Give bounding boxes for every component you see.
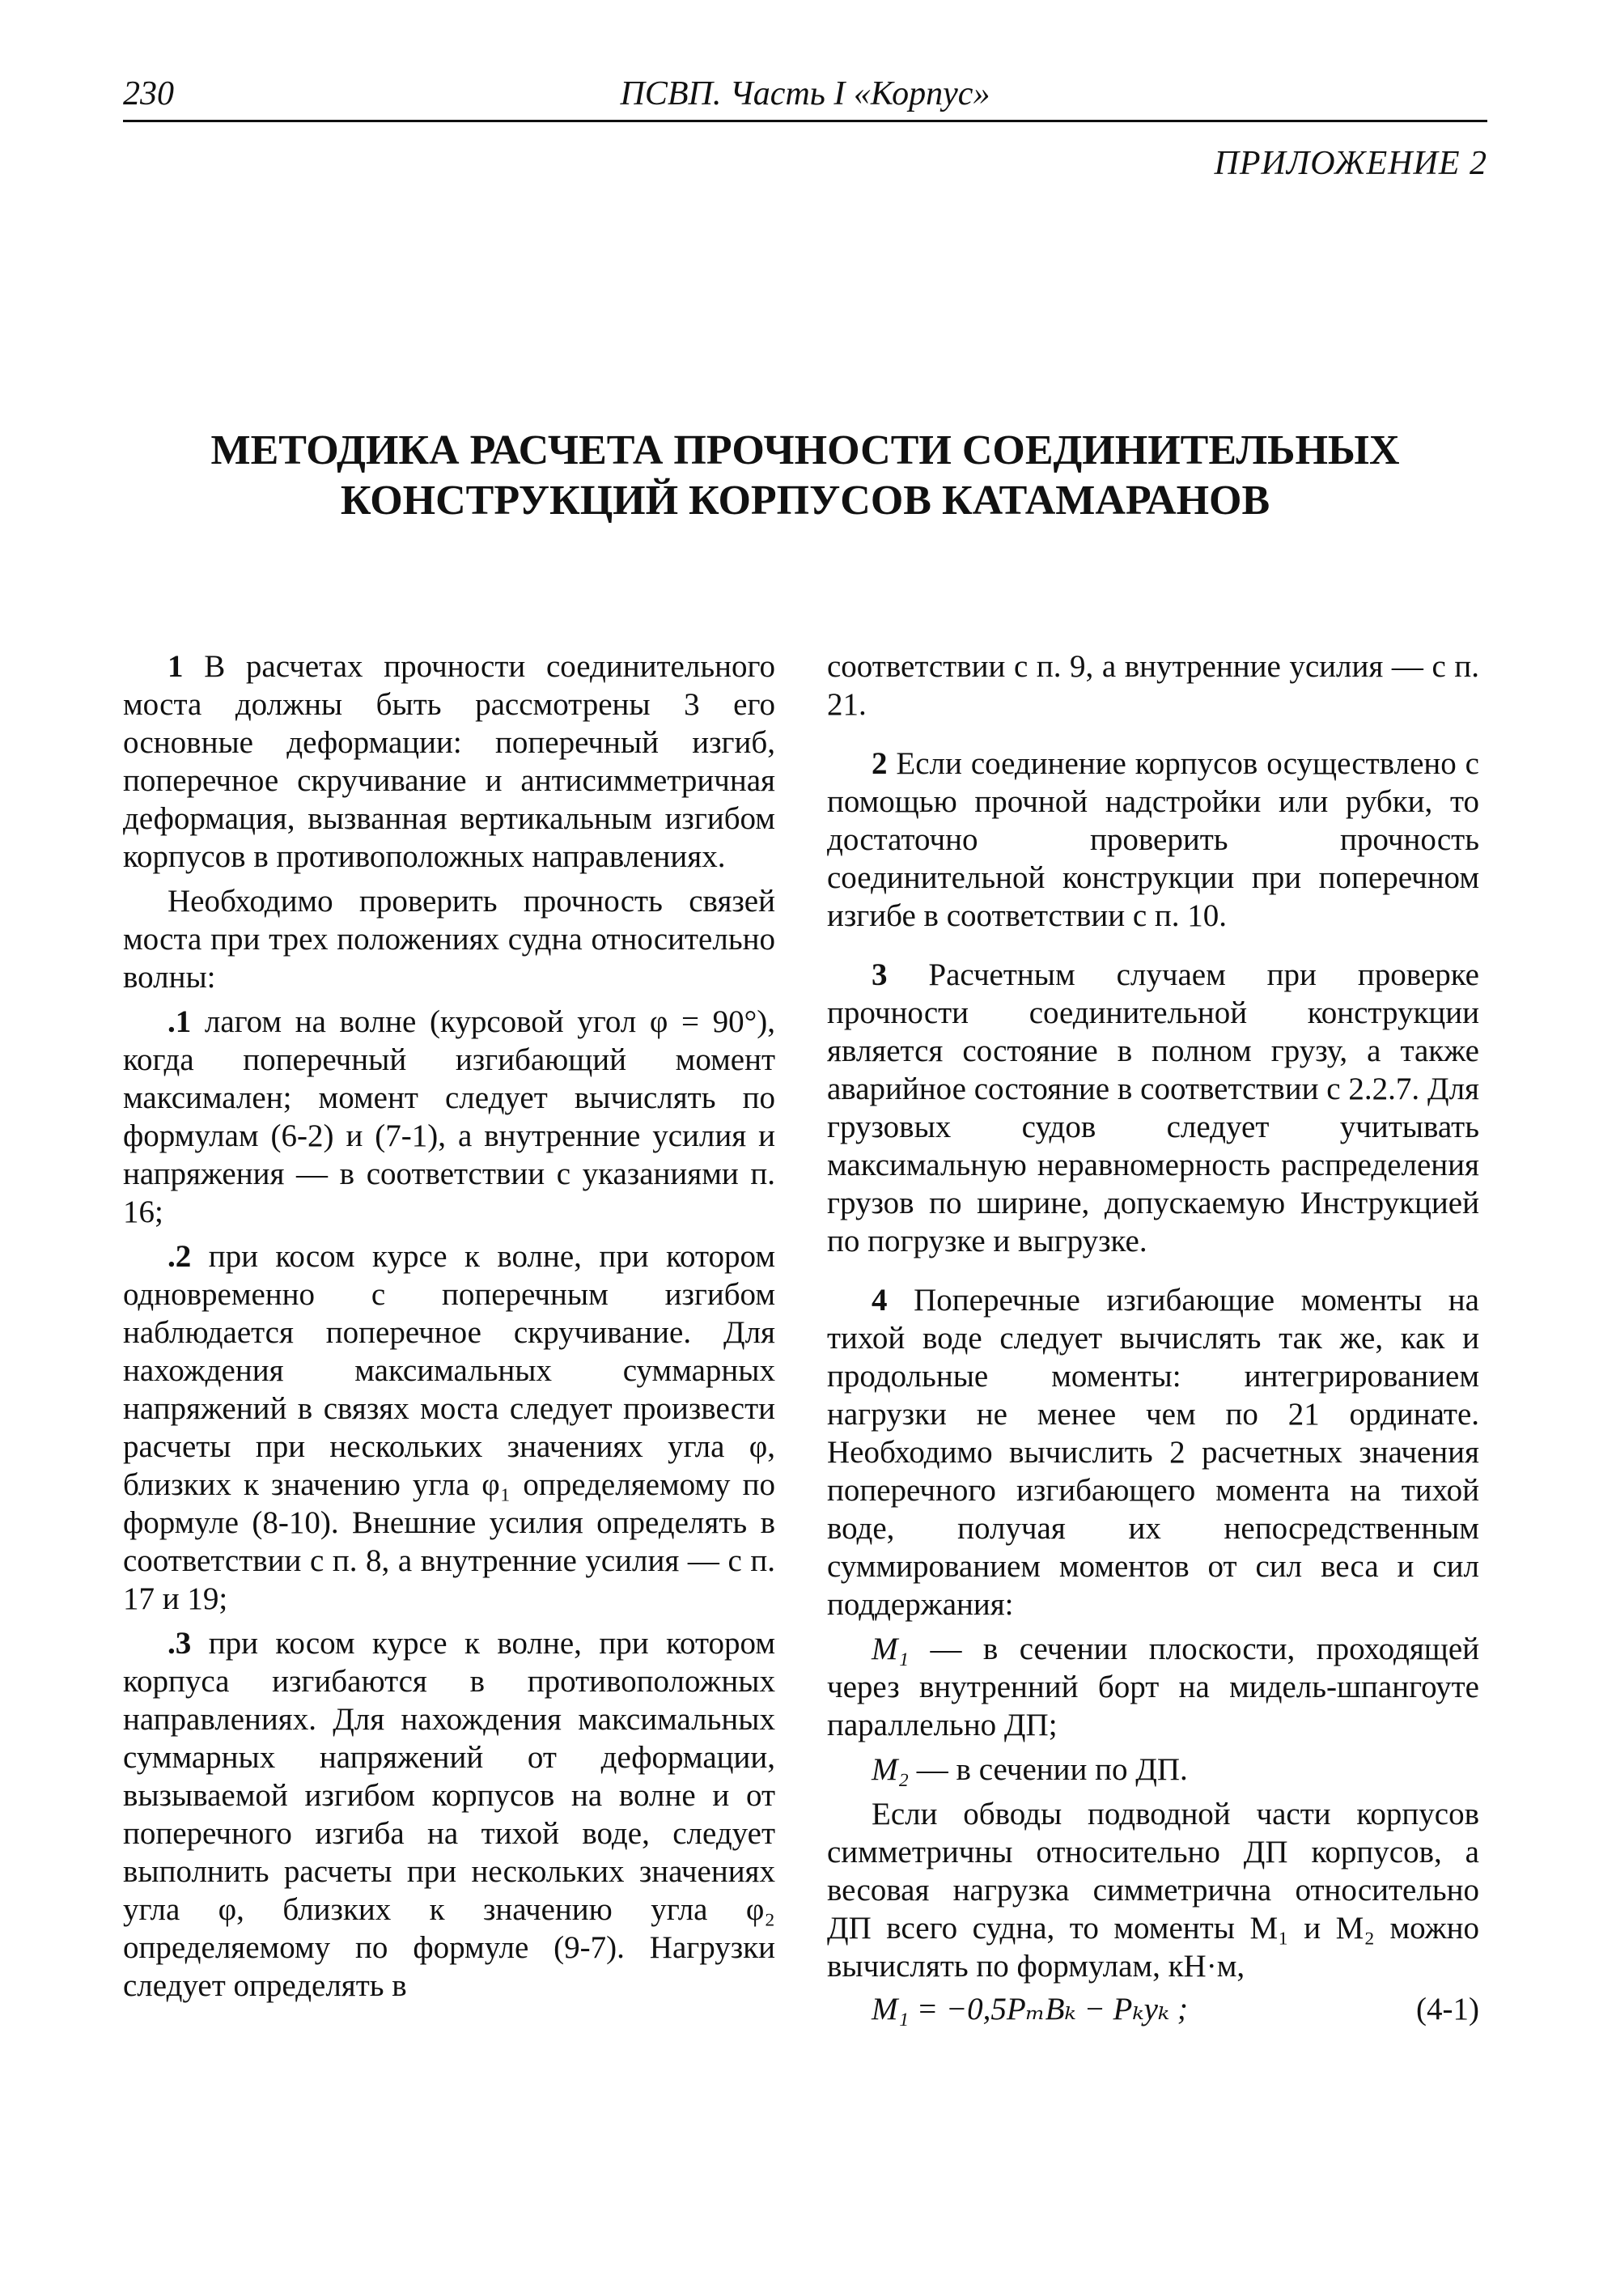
left-column	[123, 647, 775, 2005]
list-text: лагом на волне (курсовой угол φ = 90°), когда поперечный изгибающий момент максимален; момент следует вычислять по формулам (6-2) и (7-1), а внутренние усилия и напряжения — в соответствии с указаниями п. 16;	[123, 1004, 775, 1229]
list-item-3	[123, 1624, 775, 2005]
formula-expression: M₁ = −0,5PₘBₖ − Pₖyₖ ;	[872, 1992, 1188, 2027]
list-text: при косом курсе к волне, при котором корпуса изгибаются в противоположных направлениях. Для нахождения максимальных суммарных напряжений от деформации, вызываемой изгибом корпусов на волне и от поперечного изгиба на тихой воде, следует выполнить расчеты при нескольких значениях угла φ, близких к значению угла φ₂ определяемому по формуле (9-7). Нагрузки следует определять в	[123, 1626, 775, 2003]
paragraph-text: Поперечные изгибающие моменты на тихой воде следует вычислять так же, как и продольные моменты: интегрированием нагрузки не менее чем по 21 ординате. Необходимо вычислить 2 расчетных значения поперечного изгибающего момента на тихой воде, получая их непосредственным суммированием моментов от сил веса и сил поддержания:	[827, 1283, 1479, 1622]
list-text: при косом курсе к волне, при котором одновременно с поперечным изгибом наблюдается поперечное скручивание. Для нахождения максимальных суммарных напряжений в связях моста следует произвести расчеты при нескольких значениях угла φ, близких к значению угла φ₁ определяемому по формуле (8-10). Внешние усилия определять в соответствии с п. 8, а внутренние усилия — с п. 17 и 19;	[123, 1239, 775, 1616]
paragraph-number: 4	[872, 1283, 888, 1318]
symbol-m2: M₂	[872, 1752, 910, 1787]
title-line-1: МЕТОДИКА РАСЧЕТА ПРОЧНОСТИ СОЕДИНИТЕЛЬНЫХ	[210, 427, 1400, 473]
running-title: ПСВП. Часть I «Корпус»	[620, 75, 990, 112]
paragraph-number: 1	[168, 649, 184, 684]
running-header	[123, 74, 1487, 123]
paragraph-intro: Необходимо проверить прочность связей моста при трех положениях судна относительно волны:	[123, 884, 775, 995]
paragraph-5: Если обводы подводной части корпусов симметричны относительно ДП корпусов, а весовая нагрузка симметрична относительно ДП всего судна, то моменты M₁ и M₂ можно вычислять по формулам, кН·м,	[827, 1797, 1479, 1984]
paragraph-3	[827, 956, 1479, 1260]
formula-4-1	[827, 1990, 1479, 2028]
paragraph-text: В расчетах прочности соединительного моста должны быть рассмотрены 3 его основные деформации: поперечный изгиб, поперечное скручивание и антисимметричная деформация, вызванная вертикальным изгибом корпусов в противоположных направлениях.	[123, 649, 775, 874]
header-rule	[123, 120, 1487, 122]
list-item-1	[123, 1003, 775, 1231]
right-column	[827, 647, 1479, 2028]
document-title	[123, 426, 1487, 526]
list-number: .3	[168, 1626, 192, 1661]
paragraph-4	[827, 1281, 1479, 1623]
paragraph-2	[827, 745, 1479, 935]
appendix-label: ПРИЛОЖЕНИЕ 2	[1214, 145, 1487, 182]
definition-text: — в сечении по ДП.	[909, 1752, 1188, 1787]
list-item-2	[123, 1237, 775, 1618]
paragraph-number: 2	[872, 746, 888, 781]
paragraph-number: 3	[872, 957, 888, 992]
paragraph-text: Если соединение корпусов осуществлено с помощью прочной надстройки или рубки, то достаточно проверить прочность соединительной конструкции при поперечном изгибе в соответствии с п. 10.	[827, 746, 1479, 933]
definition-m1	[827, 1630, 1479, 1744]
definition-m2	[827, 1751, 1479, 1789]
paragraph-continuation: соответствии с п. 9, а внутренние усилия — с п. 21.	[827, 649, 1479, 722]
paragraph-text: Расчетным случаем при проверке прочности соединительной конструкции является состояние в полном грузу, а также аварийное состояние в соответствии с 2.2.7. Для грузовых судов следует учитывать максимальную неравномерность распределения грузов по ширине, допускаемую Инструкцией по погрузке и выгрузке.	[827, 957, 1479, 1258]
title-line-2: КОНСТРУКЦИЙ КОРПУСОВ КАТАМАРАНОВ	[340, 477, 1270, 524]
list-number: .1	[168, 1004, 192, 1039]
list-number: .2	[168, 1239, 192, 1274]
page-number: 230	[123, 75, 174, 112]
paragraph-1	[123, 647, 775, 876]
formula-number: (4-1)	[1416, 1992, 1479, 2027]
symbol-m1: M₁	[872, 1632, 910, 1666]
definition-text: — в сечении плоскости, проходящей через внутренний борт на мидель-шпангоуте параллельно ДП;	[827, 1632, 1479, 1742]
